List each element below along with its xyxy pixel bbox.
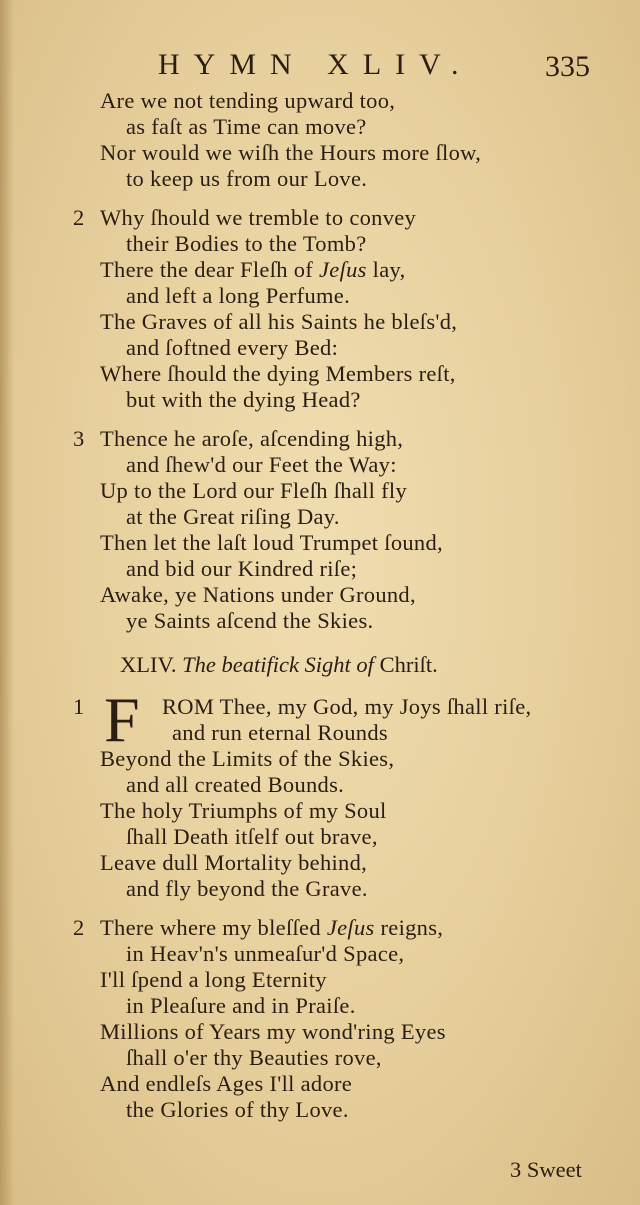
verse-line: the Glories of thy Love. — [126, 1097, 349, 1122]
hymn-title-italic: The beatifick Sight of — [182, 652, 374, 677]
verse-line: I'll ſpend a long Eternity — [100, 967, 327, 992]
running-head: HYMN XLIV. — [158, 48, 473, 81]
verse-line: ROM Thee, my God, my Joys ſhall riſe, — [162, 694, 532, 719]
verse-line: and fly beyond the Grave. — [126, 876, 368, 901]
verse-line: Then let the laſt loud Trumpet ſound, — [100, 530, 443, 555]
verse-line: There where my bleſſed Jeſus reigns, — [100, 915, 444, 940]
verse-line: and all created Bounds. — [126, 772, 345, 797]
verse-line: Thence he aroſe, aſcending high, — [100, 426, 404, 451]
verse-line: The holy Triumphs of my Soul — [100, 798, 387, 823]
verse-line: Up to the Lord our Fleſh ſhall fly — [100, 478, 408, 503]
verse-line: Are we not tending upward too, — [100, 88, 396, 113]
verse-line: ſhall o'er thy Beauties rove, — [126, 1045, 382, 1070]
catchword: 3 Sweet — [510, 1157, 582, 1182]
verse-line: but with the dying Head? — [126, 387, 361, 412]
verse-line: in Heav'n's unmeaſur'd Space, — [126, 941, 405, 966]
verse-line: Awake, ye Nations under Ground, — [100, 582, 416, 607]
verse-line: and ſhew'd our Feet the Way: — [126, 452, 397, 477]
verse-line: as faſt as Time can move? — [126, 114, 367, 139]
hymn-number: XLIV. — [120, 652, 177, 677]
verse-line: Leave dull Mortality behind, — [100, 850, 368, 875]
verse-line: There the dear Fleſh of Jeſus lay, — [100, 257, 406, 282]
verse-line: And endleſs Ages I'll adore — [100, 1071, 353, 1096]
verse-number: 2 — [73, 205, 85, 230]
page-header — [0, 48, 640, 88]
verse-number: 3 — [73, 426, 85, 451]
page-number: 335 — [545, 50, 590, 83]
drop-cap: F — [104, 684, 140, 755]
verse-line: Why ſhould we tremble to convey — [100, 205, 417, 230]
verse-number: 2 — [73, 915, 85, 940]
verse-line: Nor would we wiſh the Hours more ſlow, — [100, 140, 482, 165]
verse-line: their Bodies to the Tomb? — [126, 231, 367, 256]
verse-line: at the Great riſing Day. — [126, 504, 340, 529]
verse-line: ye Saints aſcend the Skies. — [126, 608, 374, 633]
verse-line: Millions of Years my wond'ring Eyes — [100, 1019, 446, 1044]
verse-line: and ſoftned every Bed: — [126, 335, 339, 360]
hymn-title-name: Chriſt. — [379, 652, 438, 677]
verse-line: to keep us from our Love. — [126, 166, 368, 191]
verse-line: Beyond the Limits of the Skies, — [100, 746, 395, 771]
verse-line: and run eternal Rounds — [172, 720, 388, 745]
page-edge-shadow — [0, 0, 14, 1205]
verse-line: in Pleaſure and in Praiſe. — [126, 993, 356, 1018]
verse-line: ſhall Death itſelf out brave, — [126, 824, 378, 849]
verse-number: 1 — [73, 694, 85, 719]
verse-line: The Graves of all his Saints he bleſs'd, — [100, 309, 458, 334]
verse-line: and bid our Kindred riſe; — [126, 556, 358, 581]
verse-line: Where ſhould the dying Members reſt, — [100, 361, 456, 386]
hymn-title — [120, 652, 438, 678]
verse-line: and left a long Perfume. — [126, 283, 351, 308]
